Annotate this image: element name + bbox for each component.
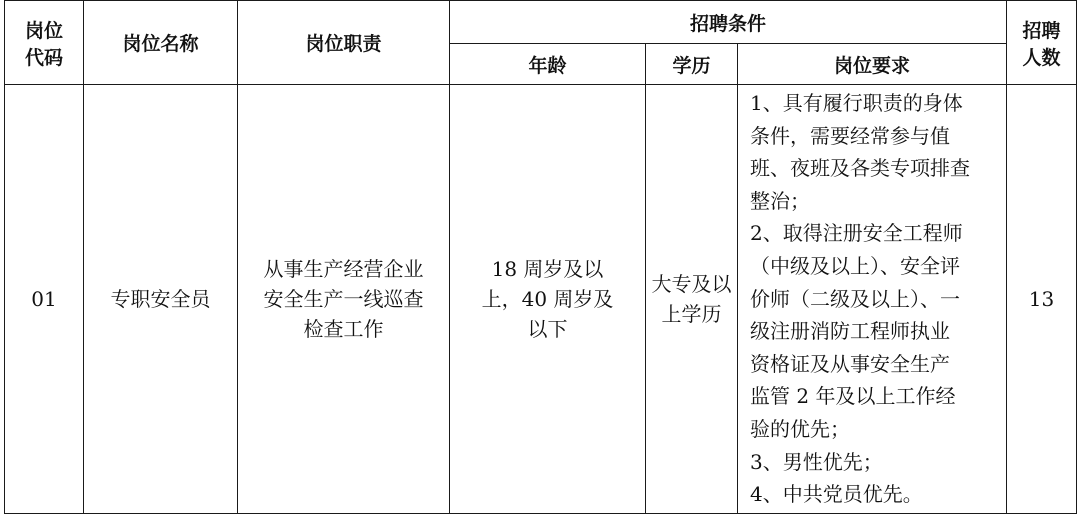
requirement-line: 整治； xyxy=(750,188,810,213)
cell-requirements xyxy=(738,85,1007,514)
header-count-line1: 招聘 xyxy=(1022,19,1061,42)
requirement-line: 级注册消防工程师执业 xyxy=(750,319,950,344)
header-education: 学历 xyxy=(646,44,738,85)
requirement-line: 条件，需要经常参与值 xyxy=(750,123,950,148)
education-line: 上学历 xyxy=(661,301,722,326)
requirement-line: 3、男性优先； xyxy=(750,449,883,474)
cell-position-duty xyxy=(238,85,450,514)
requirement-line: 资格证及从事安全生产 xyxy=(750,351,950,376)
header-requirements: 岗位要求 xyxy=(738,44,1007,85)
duty-line: 检查工作 xyxy=(303,316,384,341)
requirement-line: 4、中共党员优先。 xyxy=(750,482,923,507)
cell-recruit-count: 13 xyxy=(1007,85,1077,514)
requirement-line: 1、具有履行职责的身体 xyxy=(750,91,963,115)
age-line: 18 周岁及以 xyxy=(491,256,604,281)
cell-education xyxy=(646,85,738,514)
requirement-line: 验的优先； xyxy=(750,416,850,441)
header-code-line2: 代码 xyxy=(24,46,63,69)
requirement-line: 价师（二级及以上）、一 xyxy=(750,286,960,311)
requirement-line: 监管 2 年及以上工作经 xyxy=(750,384,956,409)
age-line: 上，40 周岁及 xyxy=(481,286,614,311)
requirement-line: 2、取得注册安全工程师 xyxy=(750,221,963,246)
header-recruit-conditions: 招聘条件 xyxy=(450,1,1007,44)
education-line: 大专及以 xyxy=(651,271,732,296)
header-position-duty: 岗位职责 xyxy=(238,1,450,85)
header-recruit-count xyxy=(1007,1,1077,85)
header-position-name: 岗位名称 xyxy=(84,1,238,85)
duty-line: 安全生产一线巡查 xyxy=(263,286,424,311)
cell-position-code: 01 xyxy=(5,85,84,514)
header-code-line1: 岗位 xyxy=(24,19,63,42)
requirement-line: 班、夜班及各类专项排查 xyxy=(750,156,970,181)
cell-position-name: 专职安全员 xyxy=(84,85,238,514)
header-age: 年龄 xyxy=(450,44,646,85)
requirement-line: （中级及以上）、安全评 xyxy=(750,253,960,278)
age-line: 以下 xyxy=(527,316,568,341)
recruitment-table xyxy=(4,0,1077,514)
header-position-code xyxy=(5,1,84,85)
cell-age xyxy=(450,85,646,514)
header-count-line2: 人数 xyxy=(1022,46,1061,69)
duty-line: 从事生产经营企业 xyxy=(263,256,424,281)
